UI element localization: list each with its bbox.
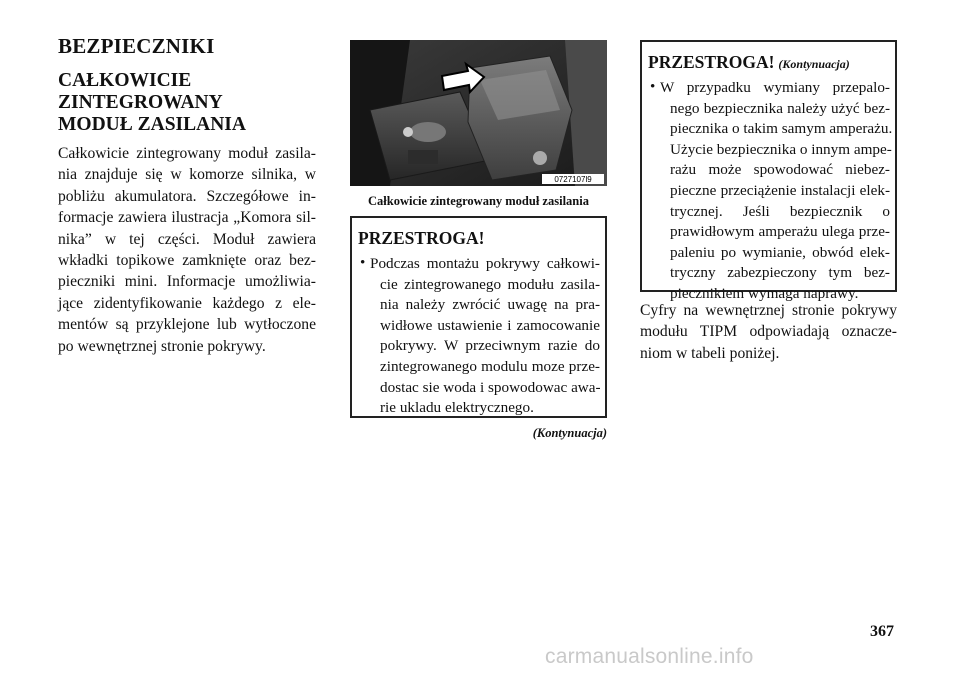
text-line: modułu TIPM odpowiadają oznacze- — [640, 323, 897, 341]
text-line: mentów są przyklejone lub wytłoczone — [58, 316, 316, 334]
caution-title: PRZESTROGA! — [358, 228, 485, 248]
text-line: cie zintegrowanego modułu zasila- — [380, 275, 600, 293]
text-line: pokrywy. W przeciwnym razie do — [380, 337, 600, 355]
text-line: Użycie bezpiecznika o innym ampe- — [670, 140, 892, 158]
closing-paragraph — [640, 300, 897, 364]
intro-paragraph — [58, 143, 316, 357]
text-line: nia znajduje się w komorze silnika, w — [58, 166, 316, 184]
text-line: W przypadku wymiany przepalo- — [660, 79, 890, 96]
text-line: zintegrowanego modulu moze prze- — [380, 357, 600, 375]
photo-code: 0727107l9 — [554, 175, 592, 184]
text-line: pieczne przeciążenie instalacji elek- — [670, 181, 890, 199]
caution-title-suffix: (Kontynuacja) — [778, 57, 850, 71]
text-line: tryczny zabezpieczony tym bez- — [670, 264, 890, 282]
continued-note: (Kontynuacja) — [532, 426, 607, 440]
text-line: trycznej. Jeśli bezpiecznik o — [670, 202, 890, 220]
text-line: rie ukladu elektrycznego. — [380, 399, 534, 417]
caution-text — [660, 78, 893, 305]
subsection-title-line: ZINTEGROWANY — [58, 92, 223, 113]
engine-bay-photo — [350, 40, 607, 186]
photo-caption: Całkowicie zintegrowany moduł zasilania — [368, 194, 589, 208]
text-line: pobliżu akumulatora. Szczegółowe in- — [58, 187, 316, 205]
text-line: pieczniki mini. Informacje umożliwia- — [58, 273, 316, 291]
text-line: po wewnętrznej stronie pokrywy. — [58, 337, 266, 355]
bullet-icon: • — [360, 254, 366, 271]
fuse-module-illustration — [350, 40, 607, 186]
text-line: nego bezpiecznika należy użyć bez- — [670, 99, 890, 117]
text-line: Podczas montażu pokrywy całkowi- — [370, 255, 600, 272]
text-line: wkładki topikowe zamknięte oraz bez- — [58, 252, 316, 270]
bullet-icon: • — [650, 78, 656, 95]
caution-title — [648, 52, 850, 73]
text-line: prawidłowym amperażu ulega prze- — [670, 223, 890, 241]
caution-box — [350, 216, 607, 418]
text-line: jące zidentyfikowanie każdego z ele- — [58, 294, 316, 312]
section-title: BEZPIECZNIKI — [58, 34, 215, 58]
text-line: rażu może spowodować niebez- — [670, 161, 890, 179]
text-line: nika” w tej części. Moduł zawiera — [58, 230, 316, 248]
caution-text — [370, 254, 600, 419]
text-line: formacje zawiera ilustracja „Komora sil- — [58, 209, 316, 227]
subsection-title-line: CAŁKOWICIE — [58, 70, 192, 91]
text-line: Całkowicie zintegrowany moduł zasila- — [58, 145, 316, 162]
caution-box-continued — [640, 40, 897, 302]
watermark: carmanualsonline.info — [545, 645, 754, 668]
text-line: niom w tabeli poniżej. — [640, 344, 780, 362]
text-line: Cyfry na wewnętrznej stronie pokrywy — [640, 302, 897, 319]
page-number: 367 — [870, 623, 894, 640]
caution-title-text: PRZESTROGA! — [648, 52, 775, 72]
text-line: piecznikiem wymaga naprawy. — [670, 284, 859, 302]
subsection-title-line: MODUŁ ZASILANIA — [58, 114, 246, 135]
text-line: dostac sie woda i spowodowac awa- — [380, 378, 601, 396]
text-line: nia należy zwrócić uwagę na pra- — [380, 296, 600, 314]
subsection-title — [58, 70, 246, 136]
text-line: widłowe ustawienie i zamocowanie — [380, 316, 600, 334]
text-line: piecznika o takim samym amperażu. — [670, 120, 893, 138]
text-line: paleniu po wymianie, obwód elek- — [670, 243, 890, 261]
